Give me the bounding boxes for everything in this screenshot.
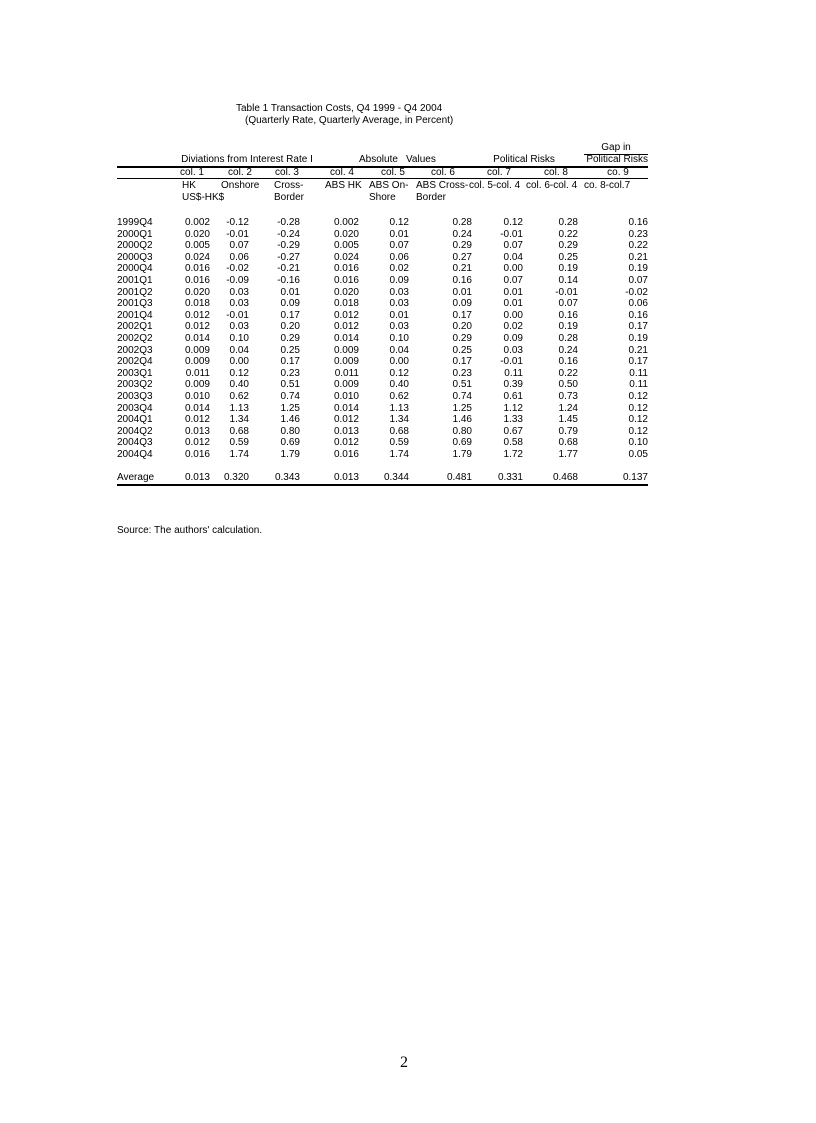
table-cell: 0.06 (628, 298, 648, 310)
table-cell: 0.39 (503, 379, 523, 391)
table-cell: 0.01 (503, 286, 523, 298)
table-cell: 0.17 (628, 356, 648, 368)
table-cell: 0.29 (452, 240, 472, 252)
table-cell: 0.20 (280, 321, 300, 333)
table-cell: 0.27 (452, 251, 472, 263)
table-cell: 1.13 (389, 402, 409, 414)
table-cell: 0.29 (280, 333, 300, 344)
table-cell: 0.69 (452, 437, 472, 449)
table-cell: 0.59 (389, 437, 409, 449)
row-label: 2004Q3 (117, 437, 153, 449)
table-cell: 0.28 (452, 217, 472, 228)
table-cell: 0.02 (389, 263, 409, 275)
average-cell: 0.137 (622, 471, 648, 483)
table-cell: 0.29 (452, 333, 472, 344)
table-cell: 0.014 (184, 402, 210, 414)
table-cell: 0.25 (558, 251, 578, 263)
table-cell: 0.00 (229, 356, 249, 368)
row-label: 1999Q4 (117, 217, 153, 228)
table-cell: -0.01 (500, 356, 523, 368)
average-label: Average (117, 471, 155, 483)
table-cell: 0.09 (452, 298, 472, 310)
column-desc-8: col. 6-col. 4 (526, 180, 578, 191)
table-cell: 0.19 (558, 321, 578, 333)
table-cell: 0.22 (558, 367, 578, 379)
table-cell: 0.19 (628, 263, 648, 275)
table-cell: -0.27 (277, 251, 300, 263)
table-cell: 0.16 (558, 356, 578, 368)
table-cell: 1.79 (280, 449, 300, 460)
column-number-2: col. 2 (228, 167, 252, 178)
table-cell: 0.09 (389, 275, 409, 286)
table-cell: 0.24 (452, 228, 472, 240)
table-cell: 0.50 (558, 379, 578, 391)
row-label: 2003Q4 (117, 402, 153, 414)
table-cell: -0.01 (226, 309, 249, 321)
column-desc-5: ABS On- (369, 180, 409, 191)
table-cell: -0.09 (226, 275, 249, 286)
table-cell: 0.73 (558, 391, 578, 402)
table-cell: 0.009 (333, 344, 359, 356)
table-cell: 0.29 (558, 240, 578, 252)
table-cell: 1.25 (280, 402, 300, 414)
table-cell: 0.16 (628, 217, 648, 228)
table-cell: 0.25 (280, 344, 300, 356)
table-cell: 0.012 (333, 414, 359, 426)
table-cell: 0.011 (334, 367, 359, 379)
table-cell: 0.04 (229, 344, 249, 356)
table-cell: 0.00 (503, 309, 523, 321)
column-number-8: col. 8 (544, 167, 568, 178)
table-cell: 0.80 (280, 425, 300, 437)
table-cell: 0.12 (389, 217, 409, 228)
table-cell: -0.28 (277, 217, 300, 228)
column-desc-9: co. 8-col.7 (584, 180, 631, 191)
table-cell: 0.03 (229, 298, 249, 310)
table-cell: 0.03 (229, 321, 249, 333)
column-number-7: col. 7 (487, 167, 511, 178)
table-cell: 1.74 (229, 449, 249, 460)
table-cell: 0.04 (389, 344, 409, 356)
table-cell: 0.018 (184, 298, 210, 310)
average-cell: 0.331 (497, 471, 523, 483)
table-cell: 0.012 (184, 414, 210, 426)
table-cell: 0.22 (558, 228, 578, 240)
table-cell: 0.09 (280, 298, 300, 310)
row-label: 2002Q1 (117, 321, 153, 333)
header-rule (117, 178, 648, 179)
table-cell: 0.10 (389, 333, 409, 344)
table-cell: -0.24 (277, 228, 300, 240)
page-number: 2 (400, 1054, 408, 1071)
table-cell: 0.014 (333, 402, 359, 414)
table-cell: 0.67 (503, 425, 523, 437)
table-cell: 0.62 (389, 391, 409, 402)
column-desc2-5: Shore (369, 192, 396, 203)
group-gap-header: Political Risks (586, 154, 648, 165)
table-cell: 0.009 (184, 356, 210, 368)
table-cell: 0.19 (558, 263, 578, 275)
table-cell: 0.024 (184, 251, 210, 263)
group-absolute-header: Absolute (359, 154, 398, 165)
table-cell: 0.61 (503, 391, 523, 402)
table-cell: 0.74 (452, 391, 472, 402)
table-cell: 0.00 (503, 263, 523, 275)
table-cell: 0.07 (503, 240, 523, 252)
table-cell: 0.51 (280, 379, 300, 391)
column-number-1: col. 1 (180, 167, 204, 178)
table-cell: 0.24 (558, 344, 578, 356)
table-cell: 0.018 (333, 298, 359, 310)
row-label: 2003Q2 (117, 379, 153, 391)
table-cell: 0.12 (628, 425, 648, 437)
table-cell: 1.34 (229, 414, 249, 426)
table-cell: 0.12 (503, 217, 523, 228)
table-cell: 0.68 (389, 425, 409, 437)
table-cell: 0.00 (389, 356, 409, 368)
table-cell: -0.01 (226, 228, 249, 240)
source-note: Source: The authors' calculation. (117, 525, 263, 536)
table-cell: 1.34 (389, 414, 409, 426)
table-cell: 0.58 (503, 437, 523, 449)
table-cell: 0.51 (452, 379, 472, 391)
table-cell: 1.46 (280, 414, 300, 426)
table-cell: 0.25 (452, 344, 472, 356)
column-desc-3: Cross- (274, 180, 304, 191)
column-desc2-3: Border (274, 192, 305, 203)
table-cell: 0.28 (558, 217, 578, 228)
table-cell: 0.07 (558, 298, 578, 310)
table-cell: 0.17 (628, 321, 648, 333)
table-cell: 0.03 (229, 286, 249, 298)
average-cell: 0.344 (383, 471, 409, 483)
table-cell: 0.016 (184, 449, 210, 460)
table-cell: 0.80 (452, 425, 472, 437)
table-subtitle: (Quarterly Rate, Quarterly Average, in Percent) (245, 115, 454, 126)
table-cell: 0.012 (333, 321, 359, 333)
table-cell: 1.79 (452, 449, 472, 460)
table-cell: 0.16 (558, 309, 578, 321)
table-cell: 0.012 (333, 437, 359, 449)
table-cell: 0.17 (452, 309, 472, 321)
group-deviations-header: Diviations from Interest Rate I (181, 154, 313, 165)
table-cell: 0.07 (628, 275, 648, 286)
row-label: 2001Q2 (117, 286, 153, 298)
table-cell: 1.72 (503, 449, 523, 460)
table-cell: 0.09 (503, 333, 523, 344)
table-cell: 0.12 (628, 402, 648, 414)
table-cell: 0.020 (333, 228, 359, 240)
table-cell: 0.21 (452, 263, 472, 275)
table-cell: -0.01 (555, 286, 578, 298)
table-cell: 0.009 (184, 344, 210, 356)
column-desc-6: ABS Cross- (416, 180, 469, 191)
average-cell: 0.481 (446, 471, 472, 483)
table-cell: 0.11 (504, 367, 523, 379)
bottom-rule (117, 484, 648, 486)
table-cell: 0.01 (452, 286, 472, 298)
table-cell: 0.009 (333, 356, 359, 368)
table-cell: 0.020 (333, 286, 359, 298)
table-cell: 0.10 (229, 333, 249, 344)
table-cell: 0.002 (333, 217, 359, 228)
table-cell: 0.013 (333, 425, 359, 437)
table-cell: 0.07 (503, 275, 523, 286)
table-cell: 0.62 (229, 391, 249, 402)
row-label: 2002Q3 (117, 344, 153, 356)
average-cell: 0.343 (274, 471, 300, 483)
table-cell: 0.020 (184, 286, 210, 298)
table-title: Table 1 Transaction Costs, Q4 1999 - Q4 2004 (236, 103, 443, 114)
table-cell: 0.79 (558, 425, 578, 437)
row-label: 2002Q4 (117, 356, 153, 368)
table-cell: 0.012 (184, 309, 210, 321)
table-cell: 0.22 (628, 240, 648, 252)
table-cell: 1.13 (229, 402, 249, 414)
table-cell: 0.19 (628, 333, 648, 344)
table-cell: 0.016 (333, 275, 359, 286)
table-cell: 0.12 (229, 367, 249, 379)
table-cell: 1.77 (558, 449, 578, 460)
table-cell: 0.23 (280, 367, 300, 379)
column-desc2-6: Border (416, 192, 447, 203)
table-cell: 1.74 (389, 449, 409, 460)
row-label: 2000Q2 (117, 240, 153, 252)
table-cell: 0.016 (333, 263, 359, 275)
column-desc-1: HK (182, 180, 196, 191)
table-cell: 0.12 (628, 391, 648, 402)
table-cell: 0.010 (184, 391, 210, 402)
table-cell: 0.23 (628, 228, 648, 240)
gap-in-label: Gap in (601, 142, 631, 153)
column-number-9: co. 9 (607, 167, 629, 178)
column-number-3: col. 3 (275, 167, 299, 178)
average-cell: 0.013 (333, 471, 359, 483)
table-cell: 0.40 (389, 379, 409, 391)
table-cell: 1.33 (503, 414, 523, 426)
row-label: 2004Q1 (117, 414, 153, 426)
table-cell: 0.06 (229, 251, 249, 263)
table-cell: 0.020 (184, 228, 210, 240)
table-cell: 0.016 (333, 449, 359, 460)
table-cell: 0.68 (229, 425, 249, 437)
row-label: 2002Q2 (117, 333, 153, 344)
row-label: 2001Q4 (117, 309, 153, 321)
table-cell: 0.012 (184, 437, 210, 449)
table-cell: 0.14 (558, 275, 578, 286)
table-cell: 0.016 (184, 263, 210, 275)
average-cell: 0.013 (184, 471, 210, 483)
table-cell: 0.03 (503, 344, 523, 356)
table-cell: -0.02 (625, 286, 648, 298)
row-label: 2001Q1 (117, 275, 153, 286)
table-cell: 1.45 (558, 414, 578, 426)
column-number-6: col. 6 (431, 167, 455, 178)
column-desc-7: col. 5-col. 4 (469, 180, 521, 191)
table-cell: 0.005 (184, 240, 210, 252)
row-label: 2003Q1 (117, 367, 153, 379)
table-cell: 0.02 (503, 321, 523, 333)
group-political-header: Political Risks (493, 154, 555, 165)
table-cell: 0.016 (184, 275, 210, 286)
table-cell: 0.17 (452, 356, 472, 368)
table-cell: 0.23 (452, 367, 472, 379)
table-cell: -0.29 (277, 240, 300, 252)
average-cell: 0.468 (552, 471, 578, 483)
table-cell: 1.25 (452, 402, 472, 414)
table-cell: 0.21 (628, 344, 648, 356)
group-values-header: Values (406, 154, 436, 165)
table-cell: 0.04 (503, 251, 523, 263)
table-cell: 0.40 (229, 379, 249, 391)
row-label: 2000Q4 (117, 263, 153, 275)
row-label: 2000Q3 (117, 251, 153, 263)
table-cell: 0.07 (389, 240, 409, 252)
table-cell: 1.46 (452, 414, 472, 426)
row-label: 2000Q1 (117, 228, 153, 240)
table-cell: 0.11 (629, 367, 648, 379)
table-cell: 0.16 (628, 309, 648, 321)
table-cell: 0.12 (628, 414, 648, 426)
row-label: 2001Q3 (117, 298, 153, 310)
table-cell: 0.68 (558, 437, 578, 449)
column-number-5: col. 5 (381, 167, 405, 178)
table-cell: 0.01 (503, 298, 523, 310)
table-cell: 0.17 (280, 309, 300, 321)
table-cell: 0.012 (184, 321, 210, 333)
table-cell: 0.28 (558, 333, 578, 344)
table-cell: 0.03 (389, 321, 409, 333)
table-cell: 0.014 (184, 333, 210, 344)
table-cell: 0.05 (628, 449, 648, 460)
table-cell: 0.024 (333, 251, 359, 263)
table-cell: 0.009 (184, 379, 210, 391)
table-cell: 0.11 (629, 379, 648, 391)
table-cell: 0.01 (389, 228, 409, 240)
column-desc-4: ABS HK (325, 180, 362, 191)
table-cell: 0.002 (184, 217, 210, 228)
table-cell: 0.03 (389, 286, 409, 298)
table-cell: 0.20 (452, 321, 472, 333)
table-cell: 0.06 (389, 251, 409, 263)
table-cell: 1.12 (503, 402, 523, 414)
table-cell: 0.011 (185, 367, 210, 379)
table-cell: 0.012 (333, 309, 359, 321)
table-cell: 0.014 (333, 333, 359, 344)
table-cell: 0.005 (333, 240, 359, 252)
table-cell: -0.12 (226, 217, 249, 228)
table-cell: 1.24 (558, 402, 578, 414)
column-number-4: col. 4 (330, 167, 354, 178)
row-label: 2004Q2 (117, 425, 153, 437)
table-cell: -0.01 (500, 228, 523, 240)
table-cell: 0.16 (452, 275, 472, 286)
table-cell: 0.010 (333, 391, 359, 402)
table-cell: 0.17 (280, 356, 300, 368)
table-cell: 0.69 (280, 437, 300, 449)
table-cell: 0.74 (280, 391, 300, 402)
table-cell: 0.03 (389, 298, 409, 310)
table-cell: 0.10 (628, 437, 648, 449)
table-cell: 0.59 (229, 437, 249, 449)
table-cell: 0.013 (184, 425, 210, 437)
table-cell: 0.21 (628, 251, 648, 263)
table-cell: -0.16 (277, 275, 300, 286)
column-desc-2: Onshore (221, 180, 260, 191)
row-label: 2004Q4 (117, 449, 153, 460)
row-label: 2003Q3 (117, 391, 153, 402)
table-cell: -0.02 (226, 263, 249, 275)
table-cell: 0.01 (280, 286, 300, 298)
table-cell: 0.01 (389, 309, 409, 321)
table-cell: 0.009 (333, 379, 359, 391)
column-desc2-1: US$-HK$ (182, 192, 225, 203)
table-cell: -0.21 (277, 263, 300, 275)
table-cell: 0.12 (389, 367, 409, 379)
average-cell: 0.320 (223, 471, 249, 483)
table-cell: 0.07 (229, 240, 249, 252)
